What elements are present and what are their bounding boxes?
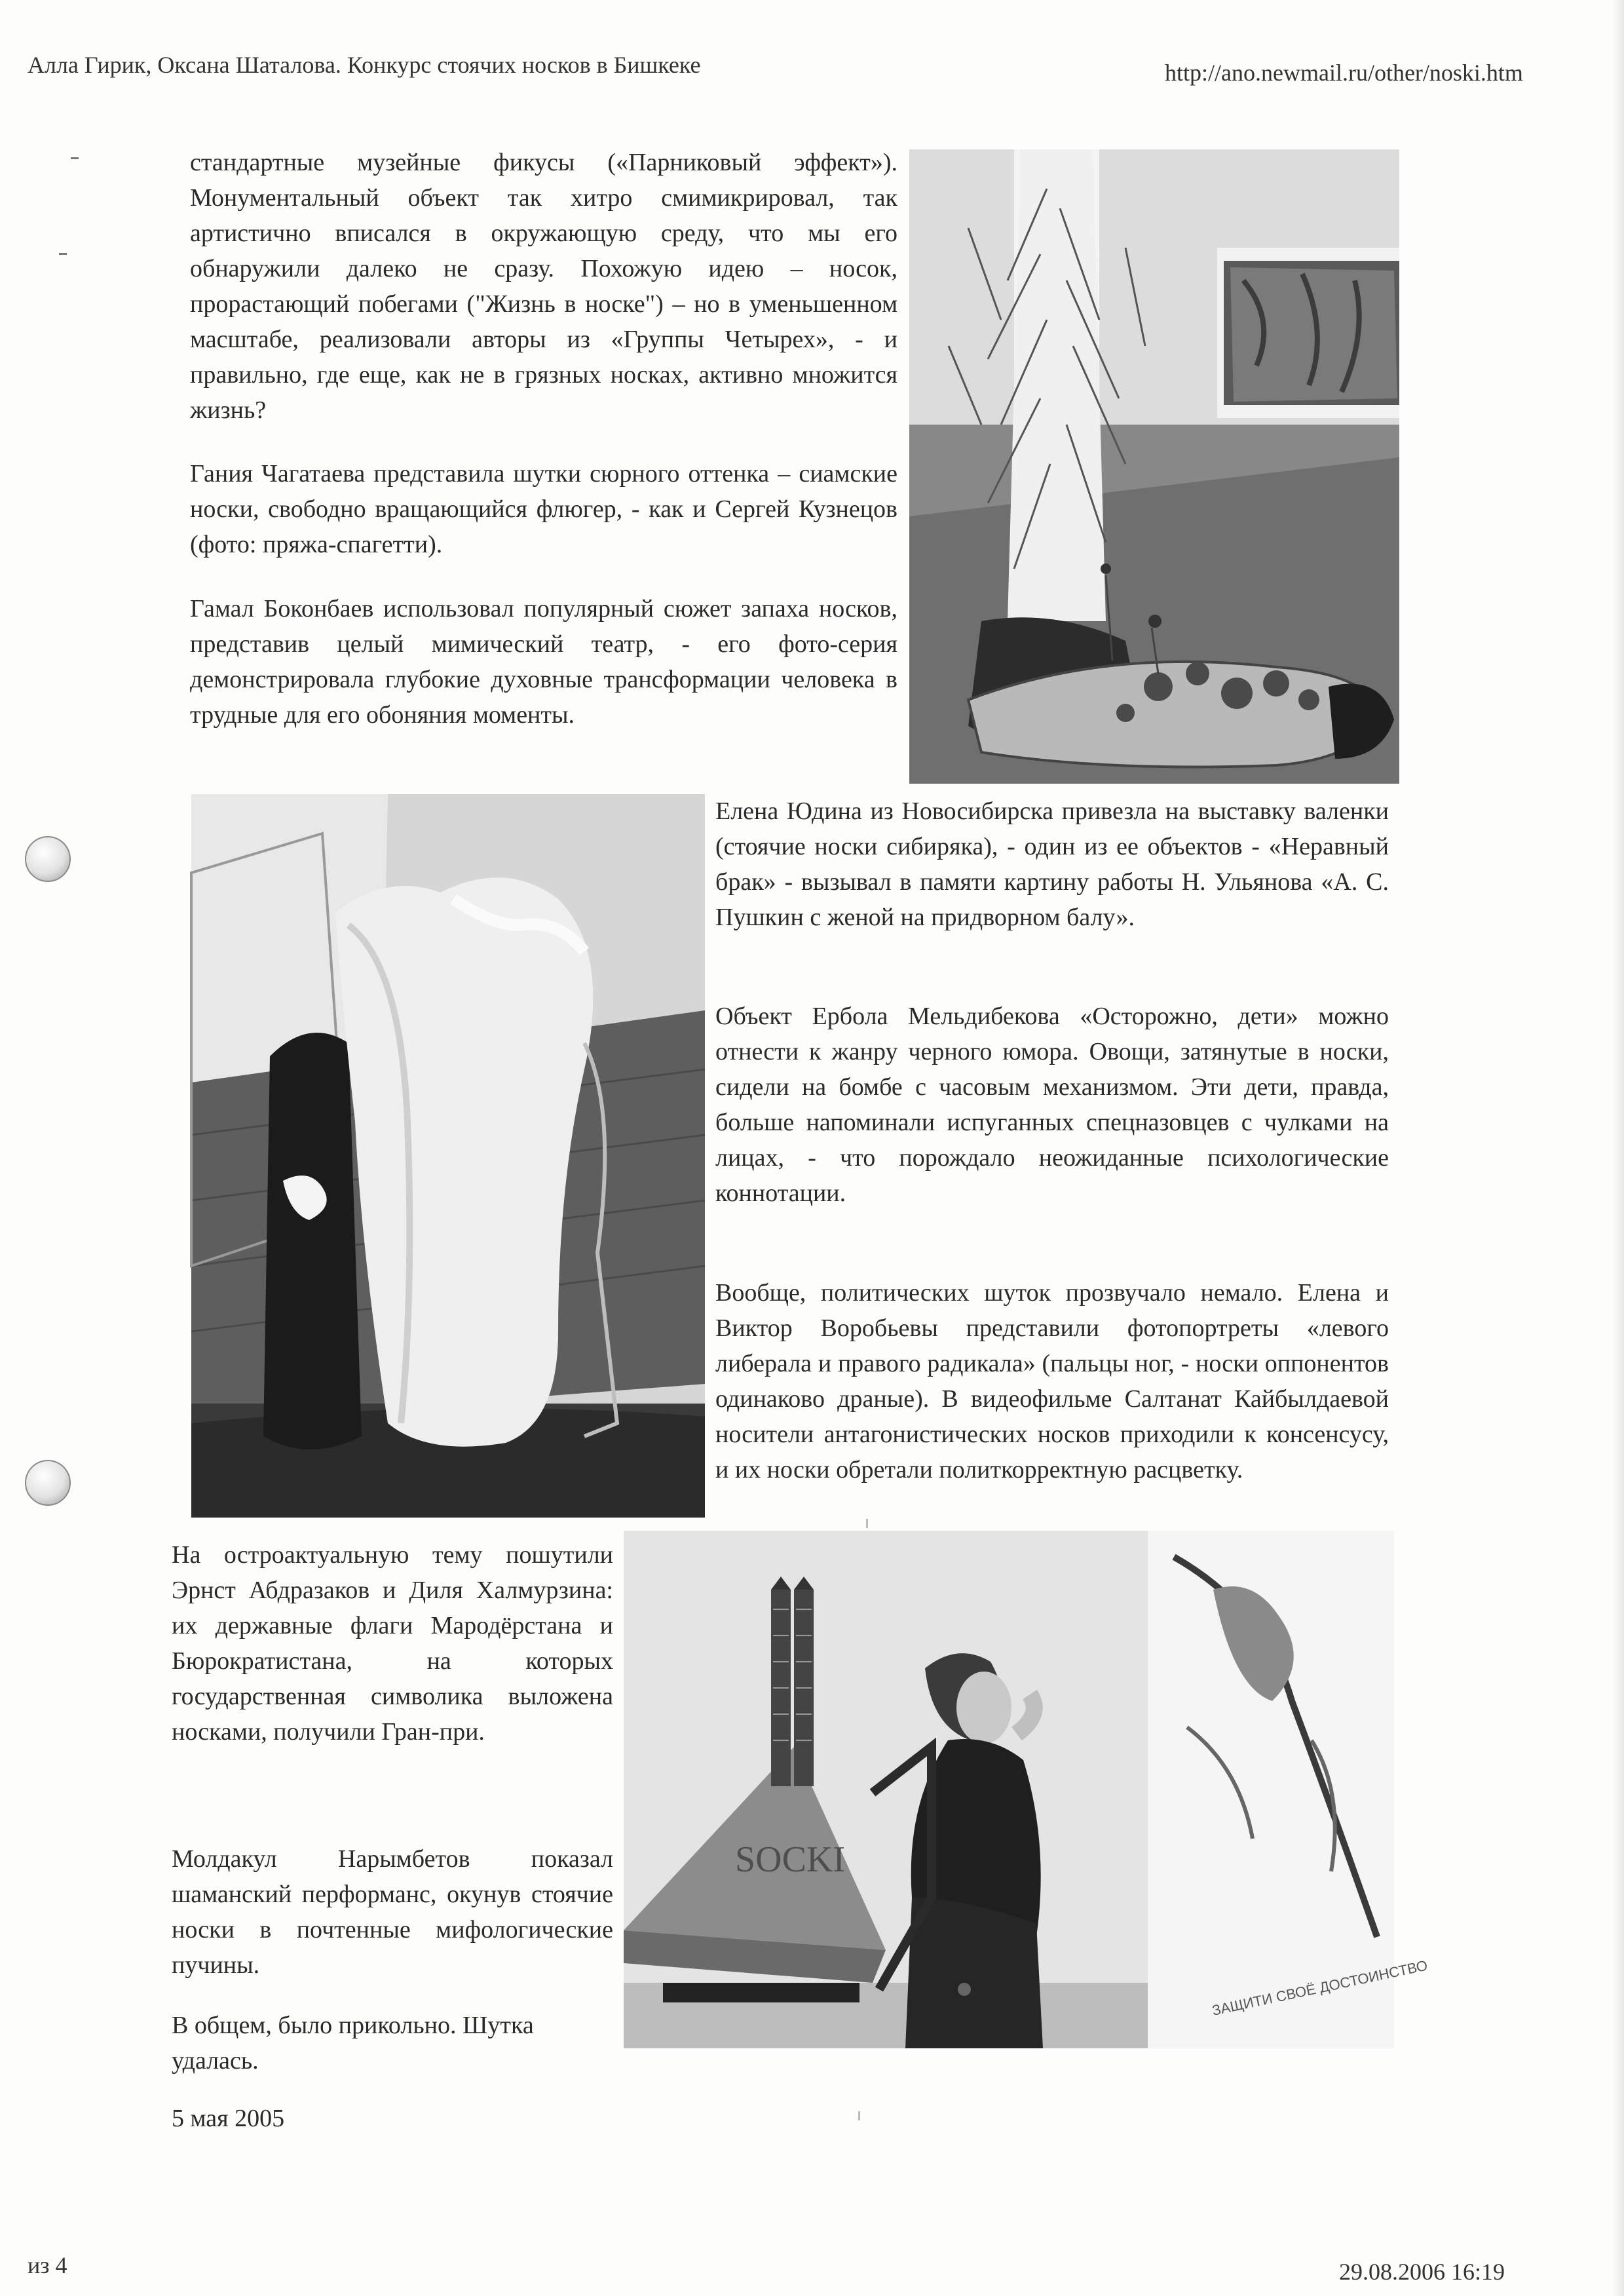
paragraph-conclusion: В общем, было прикольно. Шутка удалась. [172,2012,534,2075]
painting-caption: ЗАЩИТИ СВОЁ ДОСТОИНСТВО [1210,1957,1429,2019]
scan-mark [59,253,67,255]
page-edge-shadow [1612,0,1624,2296]
photo-sock-plant [909,149,1399,784]
paragraph-bokonbaev: Гамал Боконбаев использовал популярный сюжет запаха носков, представив целый мимический театр, - его фото-серия демонстрировала глубокие духовные трансформации человека в трудные для его обоняния моменты. [190,595,897,729]
photo-felt-boots-image [191,794,705,1518]
photo-felt-boots [191,794,705,1518]
photo-sock-plant-image [909,149,1399,784]
header-title: Алла Гирик, Оксана Шаталова. Конкурс стоячих носков в Бишкеке [28,52,701,78]
paragraph-chagataeva: Гания Чагатаева представила шутки сюрного оттенка – сиамские носки, свободно вращающийся флюгер, - как и Сергей Кузнецов (фото: пряжа-спагетти). [190,460,897,558]
punch-hole-top [25,836,71,882]
scan-mark [71,157,79,159]
footer-page-number: из 4 [28,2252,67,2278]
punch-hole-bottom [25,1460,71,1506]
paragraph-abdrazakov: На остроактуальную тему пошутили Эрнст Абдразаков и Диля Халмурзина: их державные флаги Мародёрстана и Бюрократистана, на которых государственная символика выложена носками, получили Гран-при. [172,1541,613,1746]
pyramid-letters: SOCKI [735,1839,846,1880]
footer-timestamp: 29.08.2006 16:19 [1339,2259,1505,2285]
photo-exhibition-visitor-image [624,1531,1429,2048]
paragraph-ficus: стандартные музейные фикусы («Парниковый эффект»). Монументальный объект так хитро смимикрировал, так артистично вписался в окружающую среду, что мы его обнаружили далеко не сразу. Похожую идею – носок, прорастающий побегами ("Жизнь в носке") – но в уменьшенном масштабе, реализовали авторы из «Группы Четырех», - и правильно, где еще, как не в грязных носках, активно множится жизнь? [190,149,897,424]
paragraph-meldibekov: Объект Ербола Мельдибекова «Осторожно, дети» можно отнести к жанру черного юмора. Овощи, затянутые в носки, сидели на бомбе с часовым механизмом. Эти дети, правда, больше напоминали испуганных спецназовцев с чулками на лицах, - что порождало неожиданные психологические коннотации. [715,1003,1389,1207]
article-date: 5 мая 2005 [172,2105,285,2132]
header-url[interactable]: http://ano.newmail.ru/other/noski.htm [1165,60,1523,86]
paragraph-vorobyevy: Вообще, политических шуток прозвучало немало. Елена и Виктор Воробьевы представили фотопортреты «левого либерала и правого радикала» (пальцы ног, - носки оппонентов одинаково драные). В видеофильме Салтанат Кайбылдаевой носители антагонистических носков приходили к консенсусу, и их носки обретали политкорректную расцветку. [715,1279,1389,1483]
paragraph-narymbetov: Молдакул Нарымбетов показал шаманский перформанс, окунув стоячие носки в почтенные мифологические пучины. [172,1845,613,1979]
paragraph-yudina: Елена Юдина из Новосибирска привезла на выставку валенки (стоячие носки сибиряка), - один из ее объектов - «Неравный брак» - вызывал в памяти картину работы Н. Ульянова «А. С. Пушкин с женой на придворном балу». [715,797,1389,931]
scan-mark [858,2111,860,2120]
photo-exhibition-visitor [624,1531,1429,2048]
scan-mark [866,1519,868,1528]
